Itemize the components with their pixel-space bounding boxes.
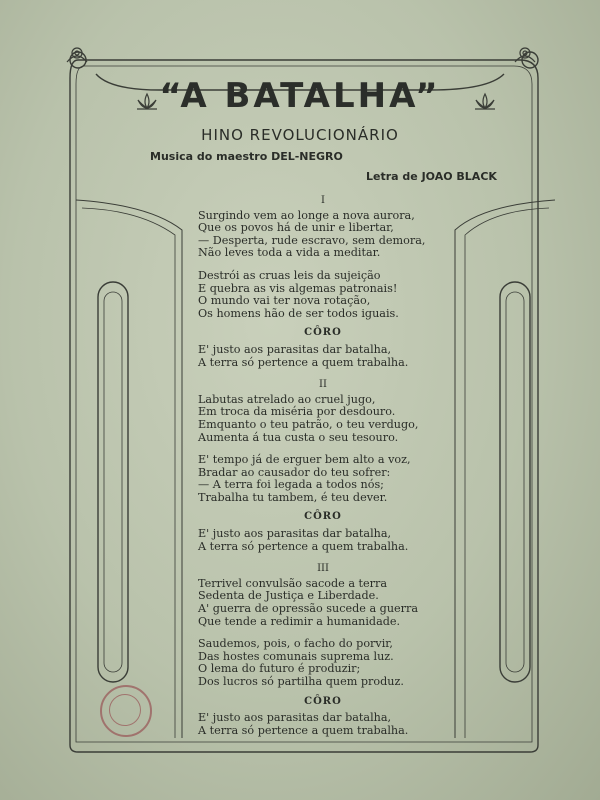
chorus-line: E' justo aos parasitas dar batalha,	[198, 711, 392, 725]
verse-line: Emquanto o teu patrão, o teu verdugo,	[198, 417, 419, 431]
verse-line: Sedenta de Justiça e Liberdade.	[198, 589, 379, 603]
verse-line: Labutas atrelado ao cruel jugo,	[198, 392, 376, 406]
page-title: “A BATALHA”	[159, 76, 441, 116]
verse-line: — Desperta, rude escravo, sem demora,	[198, 233, 426, 247]
section-numeral: III	[317, 563, 329, 575]
chorus-heading: CÔRO	[304, 511, 342, 523]
flower-ornament-icon	[64, 44, 90, 66]
chorus	[198, 528, 448, 553]
music-credit: Musica do maestro DEL-NEGRO	[150, 150, 343, 163]
verse-line: Saudemos, pois, o facho do porvir,	[198, 637, 393, 651]
poem-section	[198, 563, 448, 737]
verse-line: Aumenta á tua custa o seu tesouro.	[198, 430, 399, 444]
verse-line: Terrivel convulsão sacode a terra	[198, 576, 388, 590]
verse-line: Surgindo vem ao longe a nova aurora,	[198, 208, 415, 222]
verse-line: E' tempo já de erguer bem alto a voz,	[198, 453, 411, 467]
stanza	[198, 394, 448, 444]
page-subtitle: HINO REVOLUCIONÁRIO	[201, 126, 399, 144]
chorus	[198, 344, 448, 369]
stanza	[198, 210, 448, 260]
stanza	[198, 638, 448, 688]
verse-line: Trabalha tu tambem, é teu dever.	[198, 490, 388, 504]
verse-line: Dos lucros só partilha quem produz.	[198, 675, 404, 688]
verse-line: A' guerra de opressão sucede a guerra	[198, 602, 419, 616]
verse-line: Bradar ao causador do teu sofrer:	[198, 465, 391, 479]
lyrics-credit: Letra de JOAO BLACK	[366, 170, 497, 183]
chorus-line: E' justo aos parasitas dar batalha,	[198, 527, 392, 541]
verse-line: Que tende a redimir a humanidade.	[198, 614, 401, 628]
verse-line: O lema do futuro é produzir;	[198, 662, 361, 676]
stanza	[198, 454, 448, 504]
chorus-heading: CÔRO	[304, 695, 342, 707]
stanza	[198, 578, 448, 628]
stamp-inner-ring	[109, 694, 141, 726]
verse-line: Das hostes comunais suprema luz.	[198, 649, 394, 663]
section-numeral: II	[319, 379, 327, 391]
chorus-heading: CÔRO	[304, 327, 342, 339]
chorus-line: E' justo aos parasitas dar batalha,	[198, 342, 392, 356]
verse-line: O mundo vai ter nova rotação,	[198, 294, 371, 308]
verse-line: Não leves toda a vida a meditar.	[198, 246, 381, 260]
stanza	[198, 270, 448, 320]
verse-line: Os homens hão de ser todos iguais.	[198, 306, 399, 320]
verse-line: Em troca da miséria por desdouro.	[198, 405, 396, 419]
verse-line: Que os povos há de unir e libertar,	[198, 221, 394, 235]
chorus-line: A terra só pertence a quem trabalha.	[198, 723, 409, 737]
section-numeral: I	[321, 195, 325, 206]
poem-section	[198, 379, 448, 553]
chorus-line: A terra só pertence a quem trabalha.	[198, 355, 409, 369]
poem-body	[198, 195, 448, 747]
library-stamp	[100, 685, 152, 737]
chorus-line: A terra só pertence a quem trabalha.	[198, 539, 409, 553]
chorus	[198, 712, 448, 737]
poem-section	[198, 195, 448, 369]
verse-line: — A terra foi legada a todos nós;	[198, 478, 384, 492]
verse-line: Destrói as cruas leis da sujeição	[198, 268, 381, 282]
flower-ornament-icon	[512, 44, 538, 66]
verse-line: E quebra as vis algemas patronais!	[198, 281, 398, 295]
